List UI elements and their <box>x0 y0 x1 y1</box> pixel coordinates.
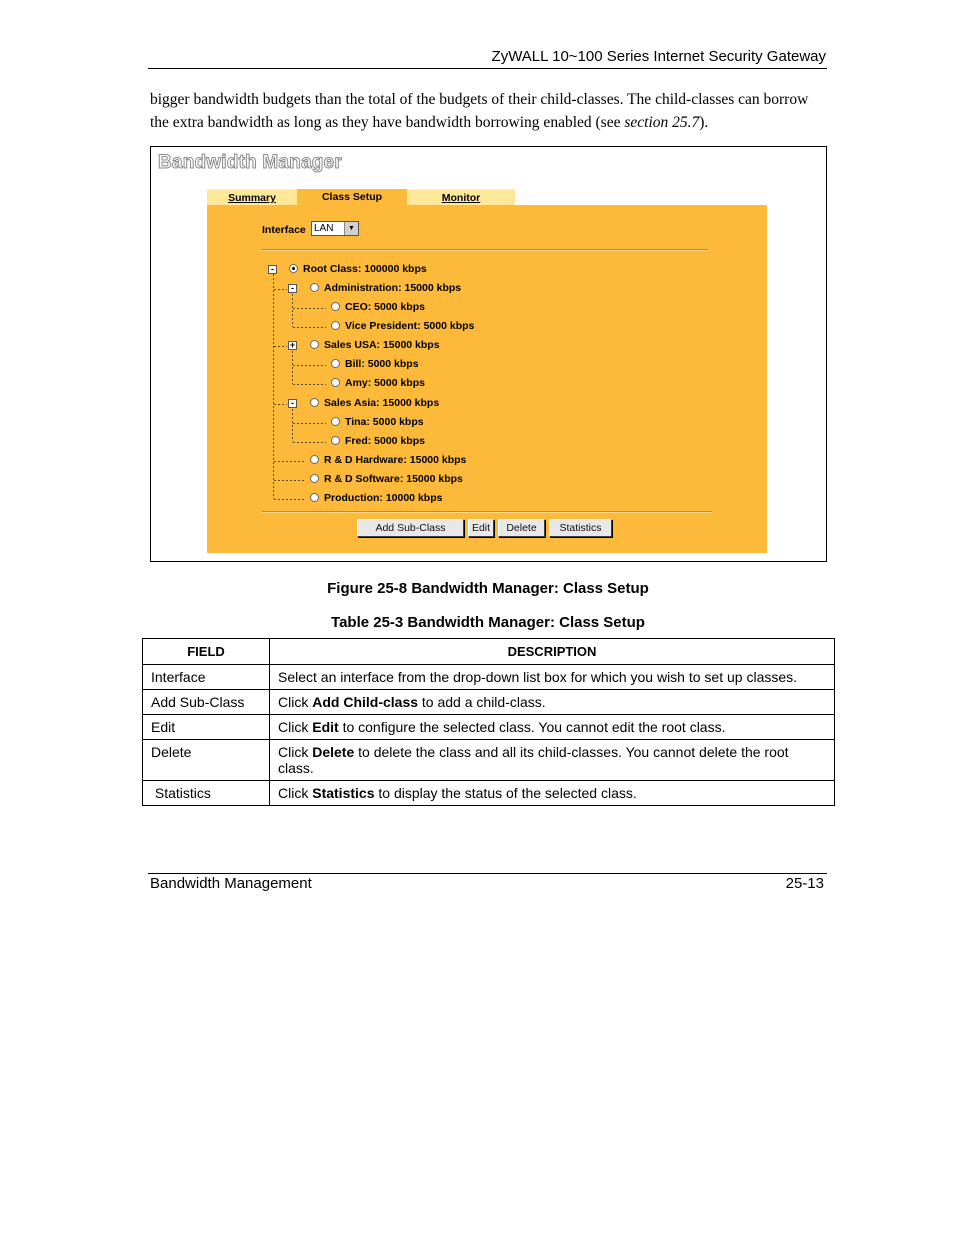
footer-page-number: 25-13 <box>785 875 824 892</box>
description-text: Select an interface from the drop-down list box for which you wish to set up classes. <box>278 669 798 685</box>
interface-select[interactable] <box>311 221 359 236</box>
page-header-title: ZyWALL 10~100 Series Internet Security Gateway <box>491 48 826 65</box>
table-caption: Table 25-3 Bandwidth Manager: Class Setup <box>331 614 645 631</box>
radio[interactable] <box>331 302 340 311</box>
table-row <box>143 715 835 740</box>
tree-node-vice-president[interactable] <box>331 320 474 333</box>
radio[interactable] <box>310 283 319 292</box>
tree-node-sales-asia[interactable] <box>310 397 439 410</box>
radio[interactable] <box>310 398 319 407</box>
tree-node-production[interactable] <box>310 492 442 505</box>
radio[interactable] <box>310 340 319 349</box>
expand-toggle-icon[interactable]: + <box>289 340 296 350</box>
interface-select-value: LAN <box>314 223 334 234</box>
tree-node-amy[interactable] <box>331 377 425 390</box>
collapse-toggle-icon[interactable]: - <box>288 399 297 408</box>
table-cell-field: Add Sub-Class <box>143 690 270 715</box>
table-cell-description <box>270 715 835 740</box>
description-text: Click <box>278 719 313 735</box>
radio[interactable] <box>331 321 340 330</box>
table-row <box>143 690 835 715</box>
tree-node-label: Vice President: 5000 kbps <box>345 320 475 332</box>
tree-node-fred[interactable] <box>331 435 425 448</box>
tab-summary[interactable] <box>207 189 297 206</box>
radio[interactable] <box>310 474 319 483</box>
radio[interactable] <box>331 378 340 387</box>
tree-node-label: R & D Software: 15000 kbps <box>324 473 463 485</box>
tree-node-label: Bill: 5000 kbps <box>345 358 419 370</box>
tree-node-bill[interactable] <box>331 358 419 371</box>
table-cell-description <box>270 740 835 781</box>
tree-node-tina[interactable] <box>331 416 424 429</box>
table-row <box>143 740 835 781</box>
panel-divider-bottom <box>262 511 712 513</box>
description-text: Click <box>278 744 313 760</box>
statistics-button[interactable]: Statistics <box>549 519 612 537</box>
interface-label: Interface <box>262 224 306 236</box>
description-bold-text: Add Child-class <box>312 694 419 710</box>
tab-monitor-label: Monitor <box>441 192 481 204</box>
table-row <box>143 665 835 690</box>
tree-node-rd-hardware[interactable] <box>310 454 466 467</box>
tree-node-label: Production: 10000 kbps <box>324 492 443 504</box>
dropdown-arrow-icon[interactable]: ▼ <box>344 222 358 235</box>
description-text: Click <box>278 785 313 801</box>
tab-class-setup-label: Class Setup <box>321 191 383 203</box>
column-header-description: DESCRIPTION <box>270 639 835 665</box>
tree-node-label: Root Class: 100000 kbps <box>303 263 427 275</box>
tree-node-rd-software[interactable] <box>310 473 463 486</box>
table-cell-field: Edit <box>143 715 270 740</box>
description-text: to display the status of the selected class. <box>374 785 637 801</box>
collapse-toggle-icon[interactable]: - <box>268 265 277 274</box>
description-text: to delete the class and all its child-classes. You cannot delete the root class. <box>278 744 789 776</box>
description-text: to configure the selected class. You cannot edit the root class. <box>338 719 726 735</box>
field-description-table <box>142 638 835 806</box>
radio[interactable] <box>310 493 319 502</box>
header-divider <box>148 68 827 69</box>
radio-selected[interactable] <box>289 264 298 273</box>
column-header-field: FIELD <box>143 639 270 665</box>
edit-button[interactable]: Edit <box>468 519 494 537</box>
table-row <box>143 781 835 806</box>
tree-node-administration[interactable] <box>310 282 461 295</box>
description-bold-text: Edit <box>312 719 339 735</box>
table-cell-field: Delete <box>143 740 270 781</box>
app-title: Bandwidth Manager <box>158 152 342 173</box>
description-bold-text: Delete <box>312 744 355 760</box>
table-cell-description <box>270 665 835 690</box>
tree-node-sales-usa[interactable] <box>310 339 440 352</box>
tab-summary-label: Summary <box>228 192 276 204</box>
table-cell-description <box>270 781 835 806</box>
tab-monitor[interactable] <box>407 189 515 206</box>
tree-node-label: Tina: 5000 kbps <box>345 416 424 428</box>
tree-node-root-class[interactable] <box>289 263 427 276</box>
tree-node-label: Sales Asia: 15000 kbps <box>324 397 440 409</box>
class-setup-panel <box>207 205 767 553</box>
description-text: Click <box>278 694 313 710</box>
panel-divider-top <box>262 249 708 251</box>
section-reference: section 25.7 <box>624 114 700 131</box>
radio[interactable] <box>331 359 340 368</box>
footer-divider <box>148 873 827 874</box>
add-sub-class-button[interactable]: Add Sub-Class <box>357 519 464 537</box>
tab-class-setup[interactable] <box>297 189 407 205</box>
tree-node-label: Administration: 15000 kbps <box>324 282 462 294</box>
intro-text-end: ). <box>699 114 709 131</box>
table-header-row <box>143 639 835 665</box>
radio[interactable] <box>331 417 340 426</box>
tree-node-label: Amy: 5000 kbps <box>345 377 425 389</box>
footer-chapter-title: Bandwidth Management <box>150 875 312 892</box>
tree-node-label: Fred: 5000 kbps <box>345 435 425 447</box>
tree-node-label: Sales USA: 15000 kbps <box>324 339 440 351</box>
description-bold-text: Statistics <box>312 785 375 801</box>
radio[interactable] <box>310 455 319 464</box>
figure-caption: Figure 25-8 Bandwidth Manager: Class Setup <box>327 580 649 597</box>
delete-button[interactable]: Delete <box>498 519 545 537</box>
table-cell-field: Statistics <box>143 781 270 806</box>
intro-paragraph <box>150 88 830 134</box>
tree-node-label: CEO: 5000 kbps <box>345 301 425 313</box>
tree-node-ceo[interactable] <box>331 301 425 314</box>
intro-text: bigger bandwidth budgets than the total of the budgets of their child-classes. The child-classes can borrow the extra bandwidth as long as they have bandwidth borrowing enabled (see <box>150 91 809 131</box>
table-cell-description <box>270 690 835 715</box>
radio[interactable] <box>331 436 340 445</box>
table-cell-field: Interface <box>143 665 270 690</box>
collapse-toggle-icon[interactable]: - <box>288 284 297 293</box>
description-text: to add a child-class. <box>418 694 546 710</box>
tree-node-label: R & D Hardware: 15000 kbps <box>324 454 467 466</box>
